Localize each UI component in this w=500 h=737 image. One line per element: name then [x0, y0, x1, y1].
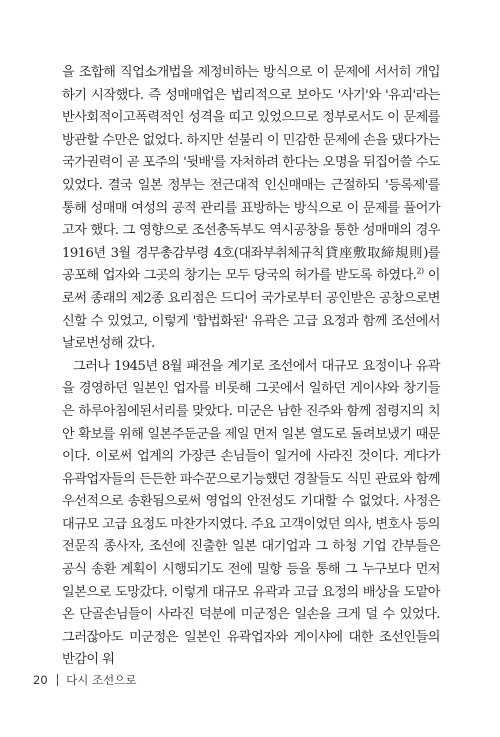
text-line: 주둔군을 제일 먼저 일본 열도로 돌려보냈기 때문이다. 이로써 업계의 가장 [62, 426, 440, 465]
text-line: 배'를 자처하려 한다는 오명을 뒤집어쓸 수도 있었다. 결국 일본 정부는 전근 [62, 155, 440, 193]
text-line: 변신할 수 있었고, 이렇게 '합법화된' 유곽은 고급 요정과 함께 조선에서 날로 [62, 290, 440, 352]
text-line: 기능했던 경찰들도 식민 관료와 함께 우선적으로 송환됨으로써 영업의 안전 [62, 471, 441, 510]
body-text [62, 62, 440, 672]
text-line: 폭력적인 성격을 띠고 있었으므로 정부로서도 이 문제를 방관할 수만은 없었 [62, 110, 440, 148]
text-line: 러잖아도 미군정은 일본인 유곽업자와 게이샤에 대한 조선인들의 반감이 워 [62, 629, 440, 668]
page-footer [33, 672, 136, 688]
paragraph-2 [62, 356, 440, 672]
footer-divider [57, 674, 59, 686]
text-line: 성도 기대할 수 없었다. 사정은 대규모 고급 요정도 마찬가지였다. 주요 고객 [62, 494, 441, 532]
text-line: 공창을 통한 성매매의 경우 1916년 3월 경무총감부령 4호(대좌부취체규칙貸座 [62, 223, 440, 261]
text-line: 보다 먼저 일본으로 도망갔다. 이렇게 대규모 유곽과 고급 요정의 배상을 도 [62, 562, 440, 600]
text-line: 다. 하지만 섣불리 이 민감한 문제에 손을 댔다가는 국가권력이 곧 포주의 '뒷 [62, 132, 440, 171]
text-line: 된서리를 맞았다. 미군은 남한 진주와 함께 점령지의 치안 확보를 위해 일본 [62, 403, 441, 442]
text-line: 청 기업 간부들은 공식 송환 계획이 시행되기도 전에 밀항 등을 통해 그 누구 [62, 539, 441, 578]
text-line: 하는 방식으로 이 문제를 풀어가고자 했다. 그 영향으로 조선총독부도 역시 [62, 200, 441, 239]
paragraph-1 [62, 62, 440, 356]
text-line: 큰 손님들이 일거에 사라진 것이다. 게다가 유곽업자들의 든든한 파수꾼으로 [62, 449, 440, 487]
text-line: 번성해 갔다. [86, 336, 155, 352]
text-line: 이었던 의사, 변호사 등의 전문직 종사자, 조선에 진출한 일본 대기업과 그 하 [62, 516, 440, 555]
footnote-ref[interactable]: 2) [416, 266, 424, 276]
page-number: 20 [33, 673, 48, 687]
text-line: 이로써 종래의 제2종 요리점은 드디어 국가로부터 공인받은 공창으로 [62, 268, 440, 306]
running-title: 다시 조선으로 [66, 673, 137, 687]
text-line: 하던 일본인 업자를 비롯해 그곳에서 일하던 게이샤와 창기들은 하루아침에 [62, 381, 440, 419]
text-line: 을 조합해 직업소개법을 제정비하는 방식으로 이 문제에 서서히 개입하기 시 [62, 65, 440, 103]
text-line: 敷取締規則)를 공포해 업자와 그곳의 창기는 모두 당국의 허가를 받도록 하였 [62, 245, 440, 284]
text-line: 작했다. 즉 성매매업은 법리적으로 보아도 '사기'와 '유괴'라는 반사회적이고 [62, 87, 440, 126]
text-line: 그러나 1945년 8월 패전을 계기로 조선에서 대규모 요정이나 유곽을 경영 [62, 358, 440, 397]
text-line: 다. [400, 268, 417, 284]
text-line: 맡아 온 단골손님들이 사라진 덕분에 미군정은 일손을 크게 덜 수 있었다. 그 [62, 584, 440, 645]
text-line: 대적 인신매매는 근절하되 '등록제'를 통해 성매매 여성의 공적 관리를 표방 [62, 177, 440, 216]
